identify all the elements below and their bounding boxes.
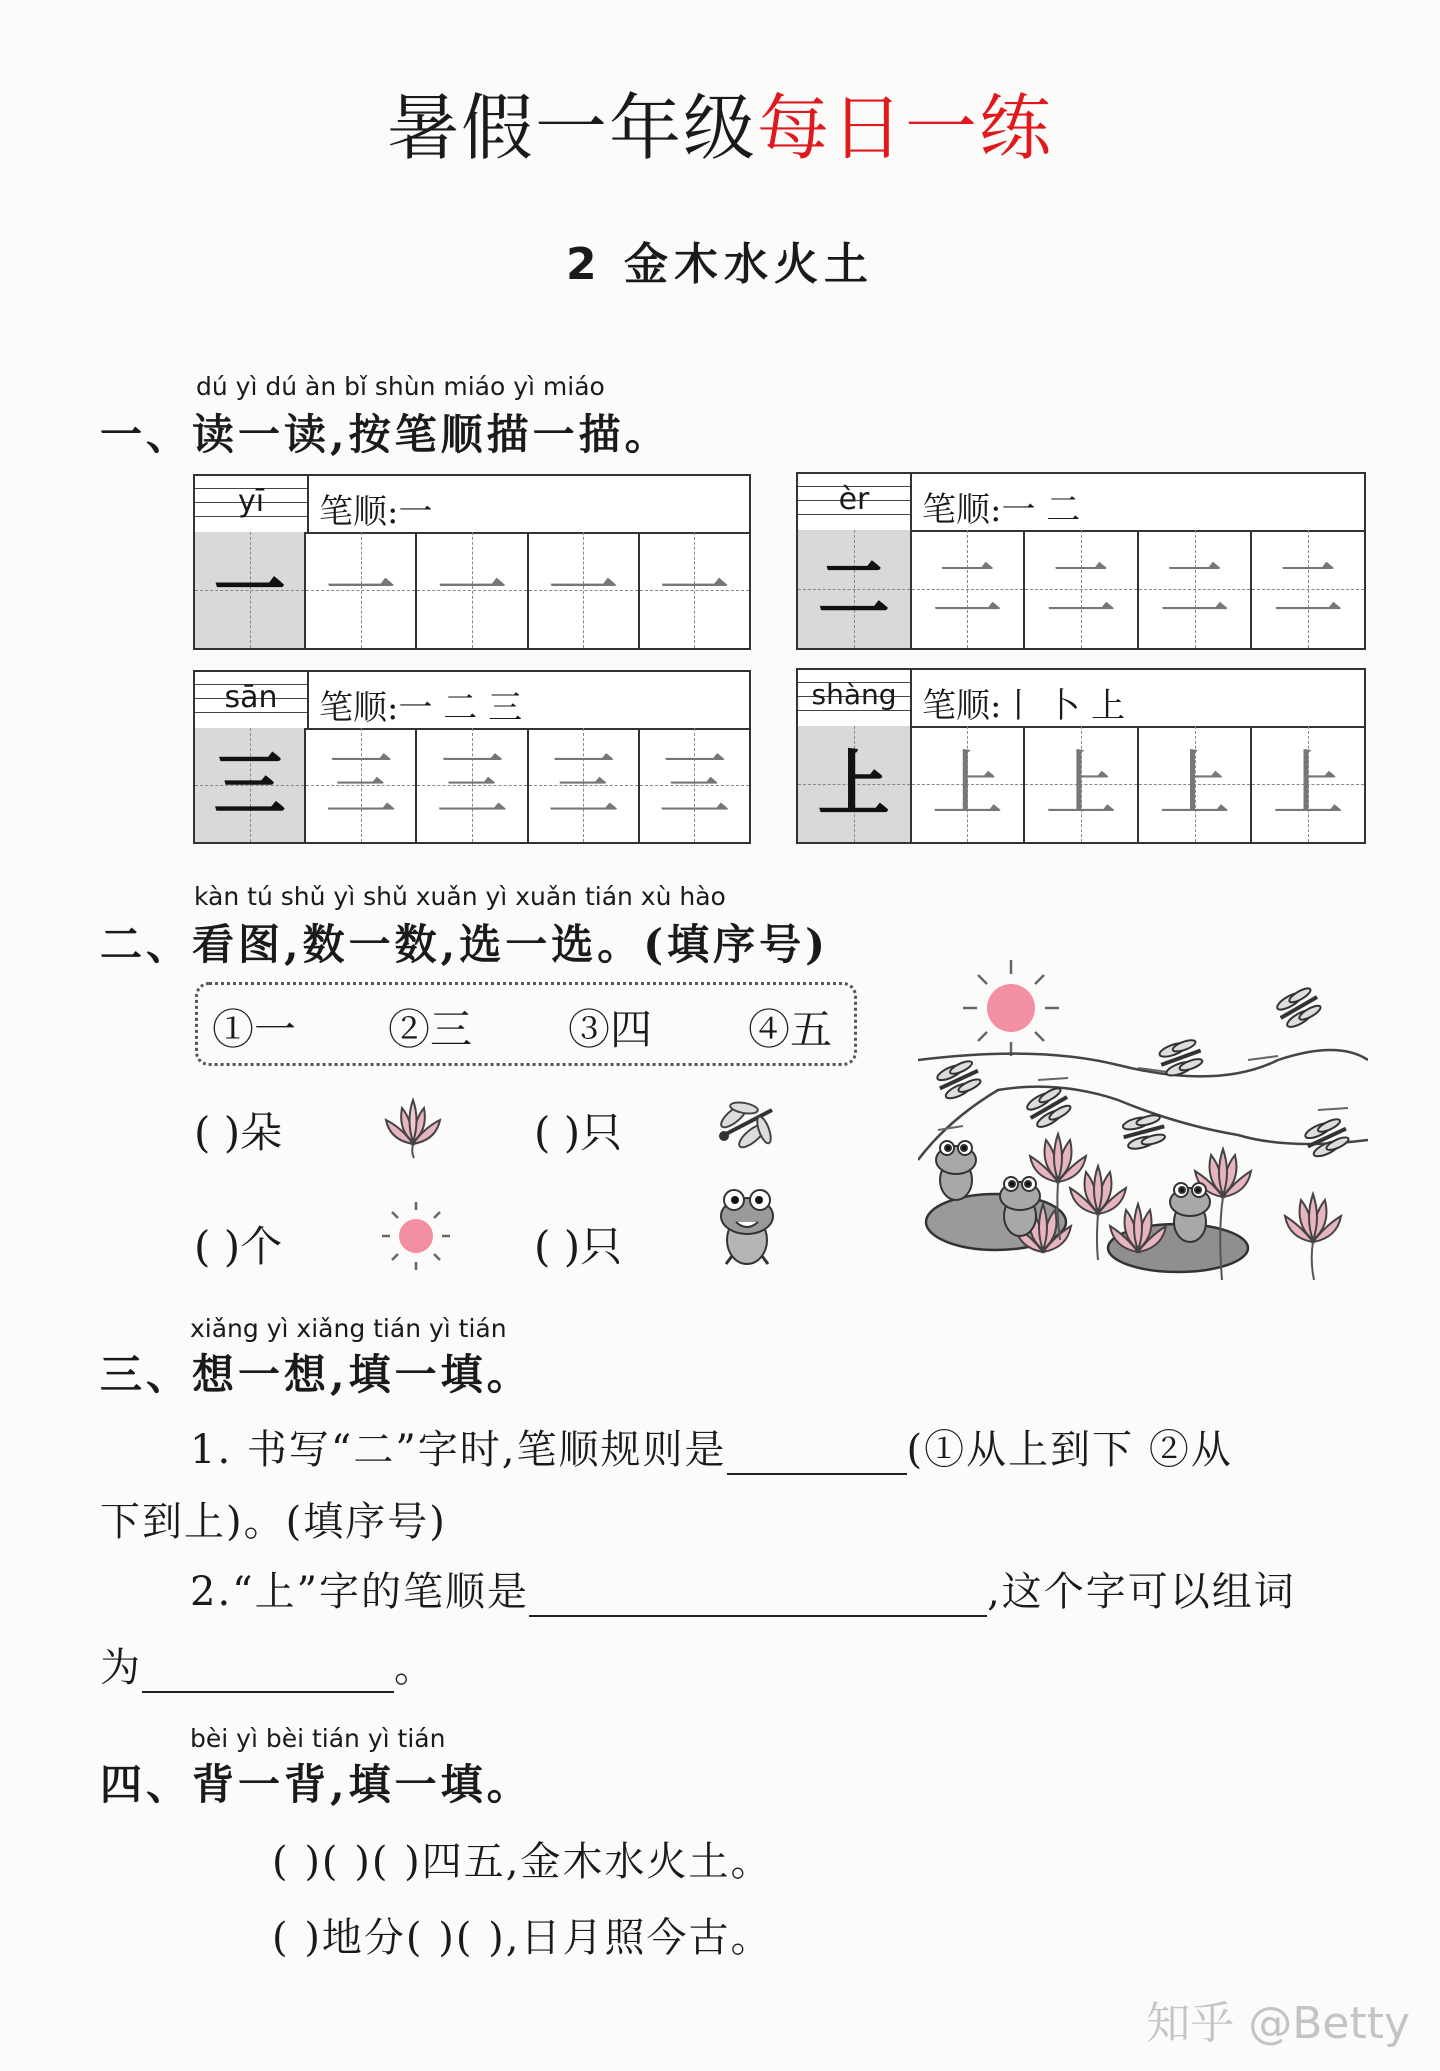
tracing-grid-yi <box>193 474 751 650</box>
question-3-1: 1. 书写“二”字时,笔顺规则是 (①从上到下 ②从 <box>190 1427 1233 1473</box>
recite-line-2[interactable]: ( )地分( )( ),日月照今古。 <box>272 1915 773 1961</box>
question-3-1-cont: 下到上)。(填序号) <box>100 1499 447 1545</box>
trace-cell[interactable]: 三 <box>640 728 749 842</box>
scene-sun <box>963 960 1059 1056</box>
grid-pinyin: sān <box>224 680 278 715</box>
section1-heading: 一、读一读,按笔顺描一描。 <box>100 410 671 459</box>
section4-pinyin: bèi yì bèi tián yì tián <box>190 1724 446 1753</box>
trace-cell[interactable]: 一 <box>417 532 528 648</box>
count-question-lotus[interactable]: ( )朵 <box>194 1108 283 1157</box>
trace-cell[interactable]: 上 <box>1025 726 1139 842</box>
trace-cell[interactable]: 二 <box>1252 530 1364 648</box>
trace-cell[interactable]: 二 <box>912 530 1026 648</box>
trace-cell[interactable]: 二 <box>1139 530 1253 648</box>
count-question-dragonfly[interactable]: ( )只 <box>534 1108 623 1157</box>
section2-pinyin: kàn tú shǔ yì shǔ xuǎn yì xuǎn tián xù hào <box>194 882 726 911</box>
sun-icon <box>378 1198 454 1274</box>
grid-pinyin: shàng <box>811 678 897 711</box>
question-3-2: 2.“上”字的笔顺是 ,这个字可以组词 <box>190 1569 1296 1615</box>
grid-pinyin: èr <box>838 482 870 517</box>
model-char: 三 <box>213 742 286 827</box>
answer-blank-3-2-word[interactable] <box>142 1645 394 1693</box>
stroke-order-label: 笔顺:丨 卜 上 <box>922 686 1126 726</box>
dragonfly-icon <box>712 1094 784 1154</box>
answer-blank-3-1[interactable] <box>727 1427 907 1475</box>
section1-pinyin: dú yì dú àn bǐ shùn miáo yì miáo <box>196 372 605 401</box>
title-highlight: 每日一练 <box>757 86 1054 170</box>
count-question-frog[interactable]: ( )只 <box>534 1222 623 1271</box>
option-3: ③四 <box>568 1005 653 1054</box>
stroke-order-label: 笔顺:一 二 <box>922 490 1081 530</box>
trace-cell[interactable]: 上 <box>912 726 1026 842</box>
trace-cell[interactable]: 二 <box>1025 530 1139 648</box>
trace-cell[interactable]: 上 <box>1252 726 1364 842</box>
title-main: 暑假一年级 <box>386 86 757 170</box>
section2-heading: 二、看图,数一数,选一选。(填序号) <box>100 920 829 969</box>
answer-options-box <box>195 982 857 1066</box>
tracing-grid-shang <box>796 668 1366 844</box>
option-1: ①一 <box>212 1005 297 1054</box>
grid-pinyin: yī <box>237 484 265 519</box>
trace-cell[interactable]: 三 <box>529 728 640 842</box>
model-char: 一 <box>213 547 286 632</box>
tracing-grid-san <box>193 670 751 844</box>
question-3-2-cont: 为 。 <box>100 1645 436 1691</box>
tracing-grid-er <box>796 472 1366 650</box>
pond-scene-illustration <box>918 950 1368 1300</box>
section4-heading: 四、背一背,填一填。 <box>100 1760 533 1809</box>
model-char: 二 <box>817 546 890 631</box>
stroke-order-label: 笔顺:一 <box>319 492 433 532</box>
section3-heading: 三、想一想,填一填。 <box>100 1350 533 1399</box>
frog-icon <box>712 1182 782 1272</box>
trace-cell[interactable]: 三 <box>306 728 417 842</box>
trace-cell[interactable]: 一 <box>529 532 640 648</box>
trace-cell[interactable]: 一 <box>640 532 749 648</box>
lotus-icon <box>378 1090 448 1160</box>
model-char: 上 <box>817 741 890 826</box>
count-question-sun[interactable]: ( )个 <box>194 1222 283 1271</box>
option-4: ④五 <box>748 1005 833 1054</box>
answer-blank-3-2-order[interactable] <box>529 1569 987 1617</box>
watermark: 知乎 @Betty <box>1146 1998 1410 2049</box>
trace-cell[interactable]: 三 <box>417 728 528 842</box>
lesson-subtitle: 2 金木水火土 <box>566 239 874 290</box>
recite-line-1[interactable]: ( )( )( )四五,金木水火土。 <box>272 1839 773 1885</box>
stroke-order-label: 笔顺:一 二 三 <box>319 688 523 728</box>
option-2: ②三 <box>388 1005 473 1054</box>
section3-pinyin: xiǎng yì xiǎng tián yì tián <box>190 1314 507 1343</box>
page-title <box>0 86 1440 170</box>
trace-cell[interactable]: 上 <box>1139 726 1253 842</box>
trace-cell[interactable]: 一 <box>306 532 417 648</box>
